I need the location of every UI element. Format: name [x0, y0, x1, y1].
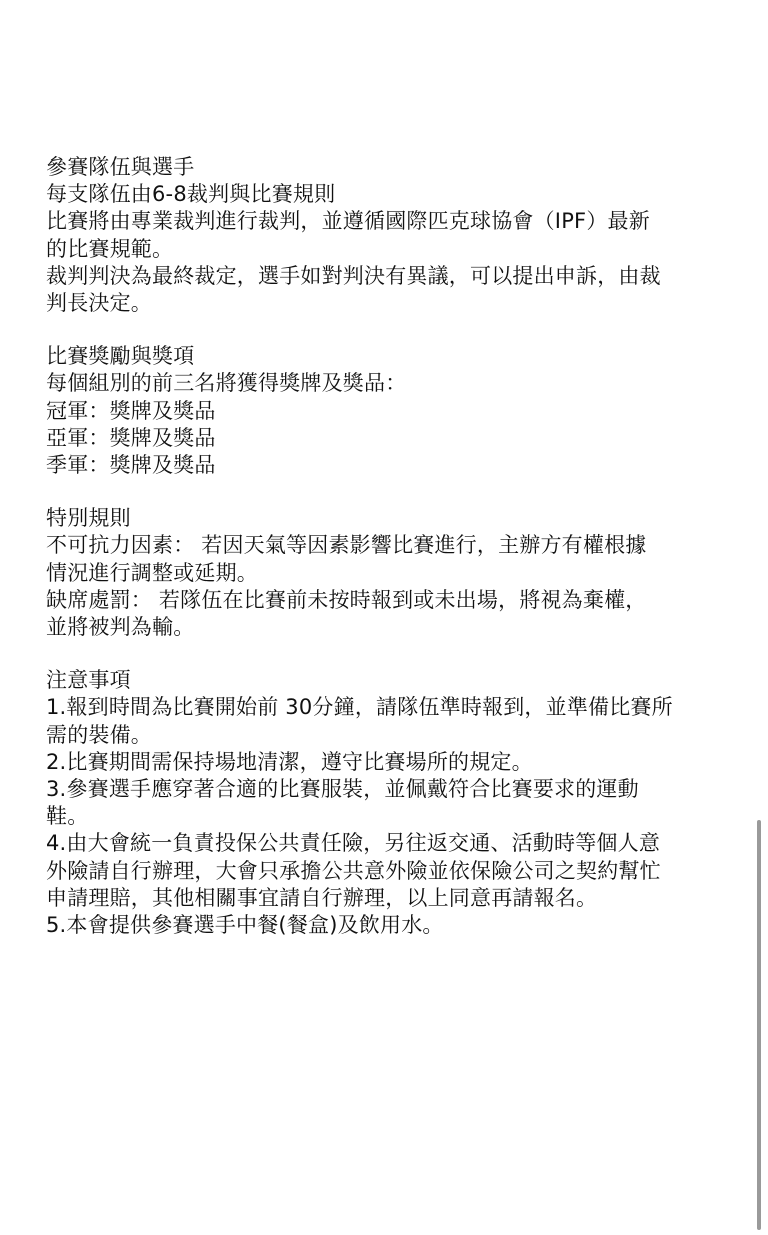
vertical-scrollbar[interactable]	[757, 820, 761, 1230]
text-line: 亞軍：獎牌及獎品	[46, 425, 216, 450]
section-heading: 注意事項	[46, 668, 131, 693]
section-teams-and-referees	[46, 154, 736, 317]
text-line: 5.本會提供參賽選手中餐(餐盒)及飲用水。	[46, 913, 444, 938]
text-line: 需的裝備。	[46, 722, 152, 747]
text-line: 鞋。	[46, 804, 89, 829]
text-line: 外險請自行辦理，大會只承擔公共意外險並依保險公司之契約幫忙	[46, 858, 661, 883]
text-line: 的比賽規範。	[46, 236, 174, 261]
text-line: 情況進行調整或延期。	[46, 560, 258, 585]
text-line: 3.參賽選手應穿著合適的比賽服裝，並佩戴符合比賽要求的運動	[46, 777, 639, 802]
text-line: 裁判判決為最終裁定，選手如對判決有異議，可以提出申訴，由裁	[46, 263, 661, 288]
section-heading: 特別規則	[46, 506, 131, 531]
text-line: 冠軍：獎牌及獎品	[46, 398, 216, 423]
text-line: 1.報到時間為比賽開始前 30分鐘，請隊伍準時報到，並準備比賽所	[46, 695, 673, 720]
section-notes	[46, 667, 736, 939]
text-line: 2.比賽期間需保持場地清潔，遵守比賽場所的規定。	[46, 749, 533, 774]
text-line: 申請理賠，其他相關事宜請自行辦理，以上同意再請報名。	[46, 885, 598, 910]
text-line: 比賽將由專業裁判進行裁判，並遵循國際匹克球協會（IPF）最新	[46, 209, 650, 234]
text-line: 每個組別的前三名將獲得獎牌及獎品：	[46, 371, 407, 396]
text-line: 4.由大會統一負責投保公共責任險，另往返交通、活動時等個人意	[46, 831, 661, 856]
section-special-rules	[46, 505, 736, 641]
section-awards	[46, 343, 736, 479]
section-heading: 比賽獎勵與獎項	[46, 344, 195, 369]
section-heading: 參賽隊伍與選手	[46, 155, 195, 179]
text-line: 每支隊伍由6-8裁判與比賽規則	[46, 182, 336, 207]
text-line: 不可抗力因素： 若因天氣等因素影響比賽進行，主辦方有權根據	[46, 533, 647, 558]
text-line: 並將被判為輸。	[46, 615, 195, 640]
document-body	[46, 154, 736, 965]
text-line: 判長決定。	[46, 291, 152, 316]
text-line: 季軍：獎牌及獎品	[46, 453, 216, 478]
text-line: 缺席處罰： 若隊伍在比賽前未按時報到或未出場，將視為棄權，	[46, 587, 647, 612]
